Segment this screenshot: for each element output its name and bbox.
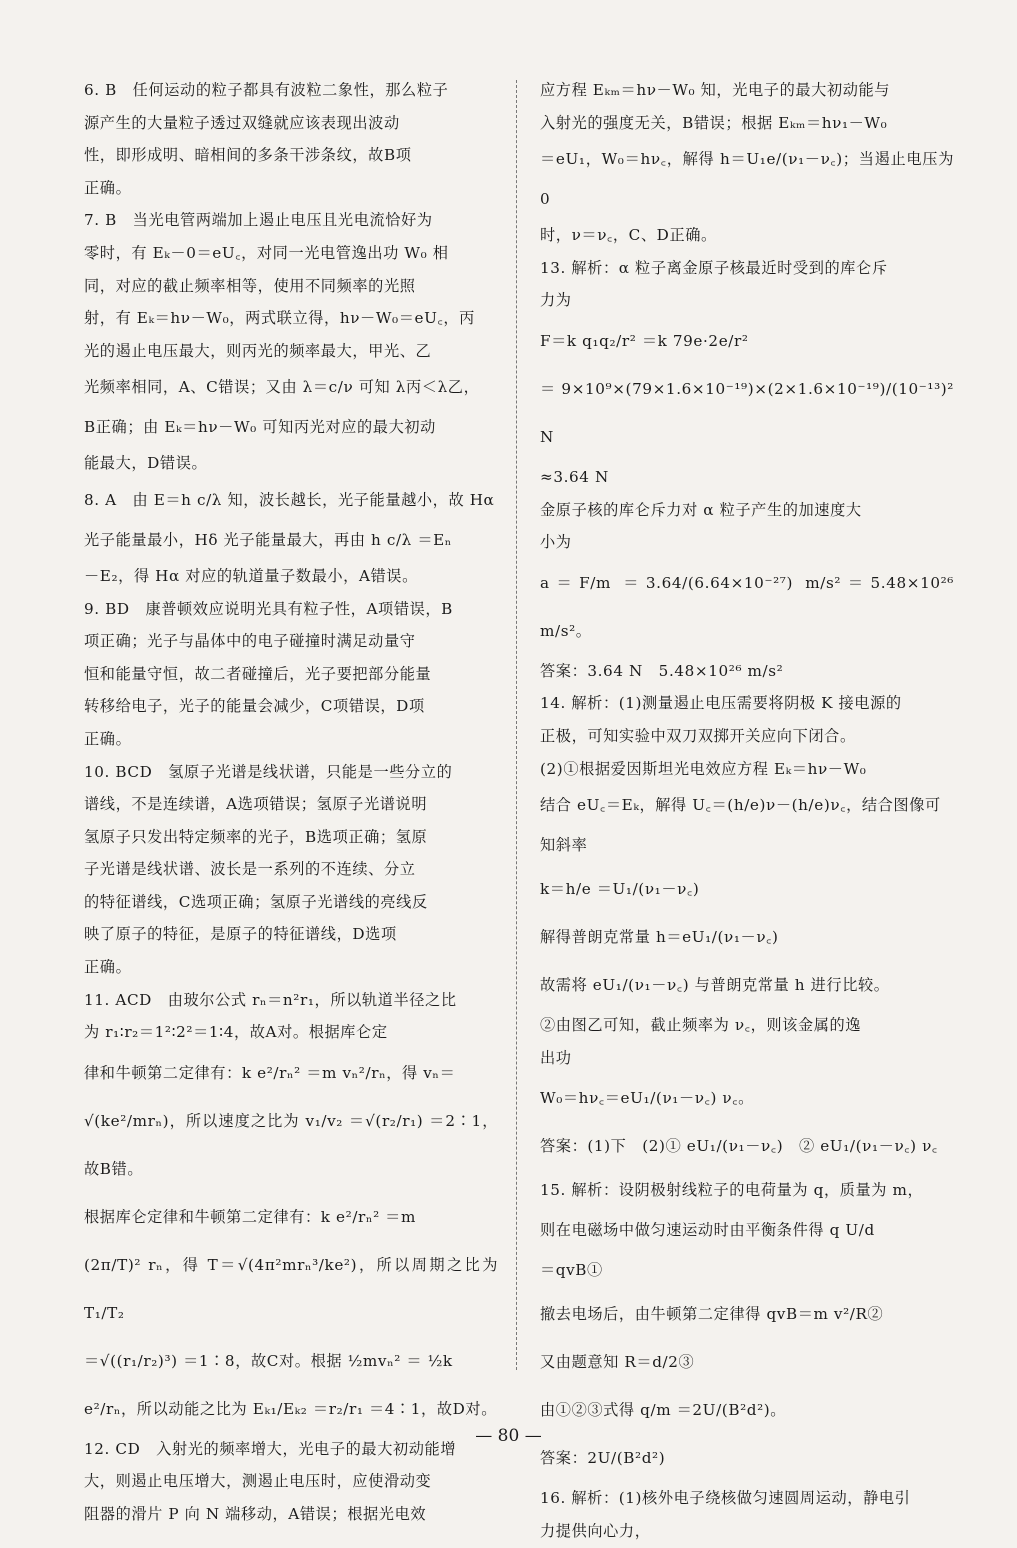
page-number: — 80 —: [475, 1426, 542, 1446]
text-line: 又由题意知 R＝d/2③: [540, 1353, 695, 1372]
text-line: 光的遏止电压最大，则丙光的频率最大，甲光、乙: [84, 341, 432, 360]
text-line: F＝k q₁q₂/r² ＝k 79e·2e/r²: [540, 331, 749, 350]
text-line: 知斜率: [540, 836, 588, 855]
text-line: 恒和能量守恒，故二者碰撞后，光子要把部分能量: [84, 664, 432, 683]
text-line: 项正确；光子与晶体中的电子碰撞时满足动量守: [84, 632, 416, 651]
text-line: 则在电磁场中做匀速运动时由平衡条件得 q U/d: [540, 1221, 875, 1240]
text-line: 正确。: [84, 958, 132, 977]
text-line: 映了原子的特征，是原子的特征谱线，D选项: [84, 925, 397, 944]
text-line: 时，ν＝ν꜀，C、D正确。: [540, 226, 717, 245]
text-line: 小为: [540, 533, 572, 552]
text-line: 谱线，不是连续谱，A选项错误；氢原子光谱说明: [84, 795, 428, 814]
text-line: 能最大，D错误。: [84, 454, 208, 473]
text-line: 光频率相同，A、C错误；又由 λ＝c/ν 可知 λ丙＜λ乙，: [84, 378, 480, 397]
left-column: [84, 74, 498, 1531]
text-line: 由①②③式得 q/m ＝2U/(B²d²)。: [540, 1401, 787, 1420]
text-line: 光子能量最小，Hδ 光子能量最大，再由 h c/λ ＝Eₙ: [84, 530, 452, 549]
text-line: 答案：3.64 N 5.48×10²⁶ m/s²: [540, 661, 784, 680]
text-line: ＝qvB①: [540, 1261, 603, 1280]
right-column: [540, 74, 954, 1548]
text-line: (2π/T)² rₙ，得 T＝√(4π²mrₙ³/ke²)，所以周期之比为 T₁/T₂: [84, 1255, 498, 1322]
text-line: 答案：2U/(B²d²): [540, 1449, 666, 1468]
text-line: e²/rₙ，所以动能之比为 Eₖ₁/Eₖ₂ ＝r₂/r₁ ＝4∶1，故D对。: [84, 1399, 497, 1418]
text-line: 子光谱是线状谱、波长是一系列的不连续、分立: [84, 860, 416, 879]
text-line: 为 r₁∶r₂＝1²∶2²＝1∶4，故A对。根据库仑定: [84, 1023, 388, 1042]
text-line: 入射光的强度无关，B错误；根据 Eₖₘ＝hν₁－W₀: [540, 113, 888, 132]
text-line: 的特征谱线，C选项正确；氢原子光谱线的亮线反: [84, 892, 428, 911]
text-line: 6. B 任何运动的粒子都具有波粒二象性，那么粒子: [84, 81, 449, 99]
text-line: 金原子核的库仑斥力对 α 粒子产生的加速度大: [540, 500, 862, 519]
text-line: 同，对应的截止频率相等，使用不同频率的光照: [84, 276, 416, 295]
text-line: 16. 解析：(1)核外电子绕核做匀速圆周运动，静电引: [540, 1489, 911, 1508]
text-line: 11. ACD 由玻尔公式 rₙ＝n²r₁，所以轨道半径之比: [84, 990, 457, 1009]
text-line: 源产生的大量粒子透过双缝就应该表现出波动: [84, 113, 400, 132]
text-line: 13. 解析：α 粒子离金原子核最近时受到的库仑斥: [540, 258, 888, 277]
text-line: a＝F/m ＝3.64/(6.64×10⁻²⁷) m/s²＝5.48×10²⁶ m/s²。: [540, 573, 954, 640]
text-line: 射，有 Eₖ＝hν－W₀，两式联立得，hν－W₀＝eU꜀，丙: [84, 309, 475, 328]
text-line: 阻器的滑片 P 向 N 端移动，A错误；根据光电效: [84, 1505, 427, 1524]
text-line: 故需将 eU₁/(ν₁－ν꜀) 与普朗克常量 h 进行比较。: [540, 976, 890, 995]
text-line: 性，即形成明、暗相间的多条干涉条纹，故B项: [84, 146, 412, 165]
text-line: 正极，可知实验中双刀双掷开关应向下闭合。: [540, 726, 856, 745]
text-line: 力提供向心力，: [540, 1521, 651, 1540]
text-line: 正确。: [84, 178, 132, 197]
text-line: 答案：(1)下 (2)① eU₁/(ν₁－ν꜀) ② eU₁/(ν₁－ν꜀) ν꜀: [540, 1137, 938, 1156]
text-line: ②由图乙可知，截止频率为 ν꜀，则该金属的逸: [540, 1016, 862, 1035]
text-line: 解得普朗克常量 h＝eU₁/(ν₁－ν꜀): [540, 928, 779, 947]
text-line: B正确；由 Eₖ＝hν－W₀ 可知丙光对应的最大初动: [84, 418, 436, 437]
text-line: 律和牛顿第二定律有：k e²/rₙ² ＝m vₙ²/rₙ，得 vₙ＝: [84, 1063, 456, 1082]
column-divider: [516, 80, 517, 1370]
text-line: －E₂，得 Hα 对应的轨道量子数最小，A错误。: [84, 566, 418, 585]
text-line: ＝9×10⁹×(79×1.6×10⁻¹⁹)×(2×1.6×10⁻¹⁹)/(10⁻¹³)² N: [540, 379, 954, 446]
text-line: 氢原子只发出特定频率的光子，B选项正确；氢原: [84, 827, 428, 846]
text-line: 8. A 由 E＝h c/λ 知，波长越长，光子能量越小，故 Hα: [84, 490, 495, 509]
text-line: 15. 解析：设阴极射线粒子的电荷量为 q，质量为 m，: [540, 1181, 924, 1200]
text-line: W₀＝hν꜀＝eU₁/(ν₁－ν꜀) ν꜀。: [540, 1089, 754, 1108]
text-line: 应方程 Eₖₘ＝hν－W₀ 知，光电子的最大初动能与: [540, 81, 891, 99]
text-line: 大，则遏止电压增大，测遏止电压时，应使滑动变: [84, 1472, 432, 1491]
text-line: 零时，有 Eₖ－0＝eU꜀，对同一光电管逸出功 W₀ 相: [84, 243, 449, 262]
text-line: 9. BD 康普顿效应说明光具有粒子性，A项错误，B: [84, 599, 453, 618]
text-line: 14. 解析：(1)测量遏止电压需要将阴极 K 接电源的: [540, 694, 902, 713]
text-line: 7. B 当光电管两端加上遏止电压且光电流恰好为: [84, 211, 433, 230]
text-line: 10. BCD 氢原子光谱是线状谱，只能是一些分立的: [84, 762, 453, 781]
text-line: 正确。: [84, 729, 132, 748]
text-line: 12. CD 入射光的频率增大，光电子的最大初动能增: [84, 1439, 457, 1458]
text-line: √(ke²/mrₙ)，所以速度之比为 v₁/v₂ ＝√(r₂/r₁) ＝2∶1，故B错。: [84, 1111, 498, 1178]
text-line: ＝√((r₁/r₂)³) ＝1∶8，故C对。根据 ½mvₙ² ＝ ½k: [84, 1351, 453, 1370]
text-line: (2)①根据爱因斯坦光电效应方程 Eₖ＝hν－W₀: [540, 759, 867, 778]
text-line: 出功: [540, 1048, 572, 1067]
text-line: k＝h/e ＝U₁/(ν₁－ν꜀): [540, 880, 700, 899]
text-line: 根据库仑定律和牛顿第二定律有：k e²/rₙ² ＝m: [84, 1207, 416, 1226]
text-line: 撤去电场后，由牛顿第二定律得 qvB＝m v²/R②: [540, 1305, 884, 1324]
text-line: ≈3.64 N: [540, 467, 609, 486]
text-line: 转移给电子，光子的能量会减少，C项错误，D项: [84, 697, 425, 716]
text-line: 力为: [540, 291, 572, 310]
text-line: ＝eU₁，W₀＝hν꜀，解得 h＝U₁e/(ν₁－ν꜀)；当遏止电压为0: [540, 150, 954, 209]
text-line: 结合 eU꜀＝Eₖ，解得 U꜀＝(h/e)ν－(h/e)ν꜀，结合图像可: [540, 796, 941, 815]
